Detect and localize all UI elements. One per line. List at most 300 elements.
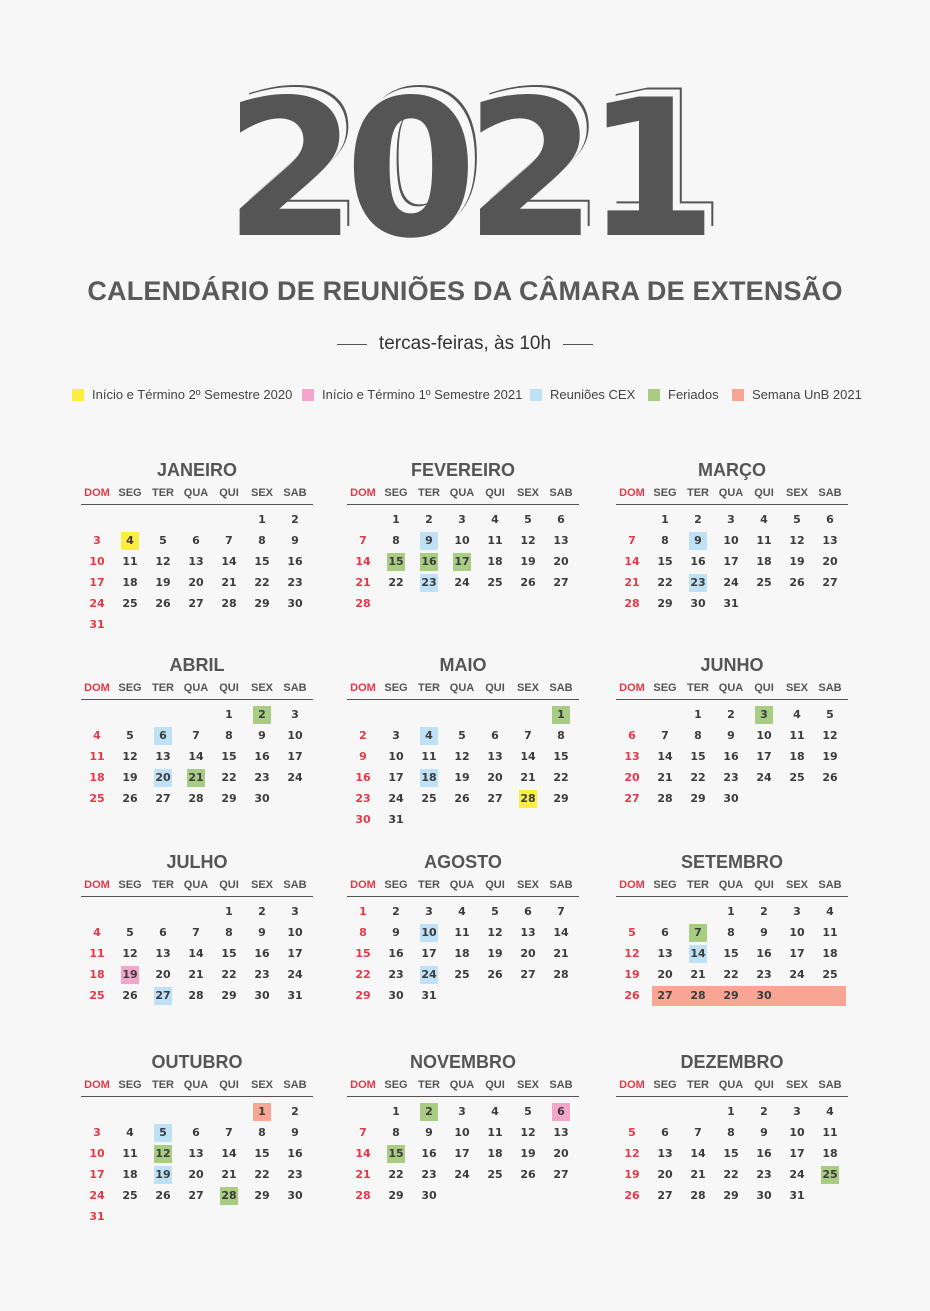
day-cell: 14 xyxy=(221,1147,237,1160)
day-cell: 5 xyxy=(491,905,499,918)
legend-item xyxy=(732,387,862,402)
day-cell: 5 xyxy=(126,729,134,742)
day-cell: 19 xyxy=(155,576,171,589)
day-cell: 25 xyxy=(122,1189,138,1202)
day-cell: 25 xyxy=(421,792,437,805)
day-cell: 29 xyxy=(690,792,706,805)
day-cell: 27 xyxy=(624,792,640,805)
day-cell: 27 xyxy=(657,1189,673,1202)
day-cell: 1 xyxy=(552,706,570,724)
day-cell: 16 xyxy=(388,947,404,960)
day-cell: 20 xyxy=(624,771,640,784)
weekday-label: SEG xyxy=(653,487,677,499)
weekday-label: SEX xyxy=(516,487,539,499)
weekday-label: QUI xyxy=(754,682,774,694)
weekday-label: DOM xyxy=(84,879,110,891)
day-cell: 27 xyxy=(487,792,503,805)
day-cell: 13 xyxy=(624,750,640,763)
day-cell: 1 xyxy=(253,1103,271,1121)
day-grid xyxy=(616,903,848,1033)
weekday-label: QUA xyxy=(449,487,475,499)
day-cell: 10 xyxy=(454,1126,470,1139)
semana-unb-band xyxy=(652,986,846,1006)
weekday-label: QUI xyxy=(219,879,239,891)
day-cell: 1 xyxy=(694,708,702,721)
day-cell: 28 xyxy=(657,792,673,805)
month-divider xyxy=(347,896,579,897)
day-cell: 13 xyxy=(155,750,171,763)
day-cell: 7 xyxy=(359,1126,367,1139)
weekday-header xyxy=(81,682,313,696)
weekday-label: SEX xyxy=(250,682,273,694)
day-cell: 25 xyxy=(89,989,105,1002)
month-title: JUNHO xyxy=(700,655,764,675)
day-cell: 16 xyxy=(254,947,270,960)
weekday-label: TER xyxy=(418,1079,440,1091)
month-divider xyxy=(81,896,313,897)
weekday-label: SEG xyxy=(384,879,408,891)
day-cell: 4 xyxy=(760,513,768,526)
day-grid xyxy=(616,706,848,836)
day-cell: 29 xyxy=(723,989,739,1002)
month-title: JANEIRO xyxy=(156,460,237,480)
day-cell: 18 xyxy=(822,1147,838,1160)
day-cell: 16 xyxy=(756,1147,772,1160)
day-cell: 6 xyxy=(154,727,172,745)
day-cell: 1 xyxy=(225,708,233,721)
day-cell: 25 xyxy=(756,576,772,589)
day-cell: 19 xyxy=(520,555,536,568)
day-cell: 30 xyxy=(254,989,270,1002)
weekday-label: TER xyxy=(418,682,440,694)
weekday-label: QUA xyxy=(718,1079,744,1091)
day-cell: 24 xyxy=(287,771,303,784)
day-cell: 22 xyxy=(723,1168,739,1181)
day-cell: 7 xyxy=(359,534,367,547)
day-cell: 18 xyxy=(789,750,805,763)
day-cell: 9 xyxy=(425,1126,433,1139)
day-cell: 21 xyxy=(355,576,371,589)
day-cell: 27 xyxy=(188,597,204,610)
weekday-label: DOM xyxy=(619,487,645,499)
day-cell: 25 xyxy=(789,771,805,784)
weekday-label: QUI xyxy=(485,1079,505,1091)
day-cell: 6 xyxy=(159,926,167,939)
day-cell: 7 xyxy=(192,729,200,742)
day-cell: 17 xyxy=(421,947,437,960)
day-cell: 28 xyxy=(355,597,371,610)
weekday-label: DOM xyxy=(350,487,376,499)
day-cell: 28 xyxy=(690,1189,706,1202)
day-cell: 9 xyxy=(420,532,438,550)
day-cell: 13 xyxy=(188,1147,204,1160)
day-cell: 2 xyxy=(760,905,768,918)
weekday-label: SEG xyxy=(653,879,677,891)
day-cell: 6 xyxy=(628,729,636,742)
weekday-label: SEG xyxy=(384,682,408,694)
weekday-label: SEG xyxy=(653,1079,677,1091)
day-cell: 14 xyxy=(690,1147,706,1160)
day-cell: 9 xyxy=(689,532,707,550)
legend-swatch xyxy=(530,389,542,401)
month-divider xyxy=(347,1096,579,1097)
weekday-label: SAB xyxy=(549,682,573,694)
day-cell: 10 xyxy=(789,926,805,939)
day-cell: 2 xyxy=(420,1103,438,1121)
weekday-label: SEG xyxy=(118,682,142,694)
day-cell: 13 xyxy=(155,947,171,960)
day-cell: 31 xyxy=(723,597,739,610)
day-cell: 16 xyxy=(756,947,772,960)
month-divider xyxy=(616,1096,848,1097)
day-cell: 1 xyxy=(727,905,735,918)
month-dezembro xyxy=(616,1052,848,1242)
day-cell: 24 xyxy=(454,576,470,589)
day-cell: 1 xyxy=(727,1105,735,1118)
month-abril xyxy=(81,655,313,845)
day-cell: 16 xyxy=(421,1147,437,1160)
day-cell: 5 xyxy=(126,926,134,939)
day-cell: 6 xyxy=(661,926,669,939)
month-title: MARÇO xyxy=(698,460,766,480)
month-divider xyxy=(616,699,848,700)
weekday-label: QUA xyxy=(718,487,744,499)
legend-swatch xyxy=(302,389,314,401)
weekday-header xyxy=(81,879,313,893)
day-cell: 20 xyxy=(822,555,838,568)
day-cell: 22 xyxy=(355,968,371,981)
day-cell: 6 xyxy=(192,1126,200,1139)
day-cell: 14 xyxy=(355,1147,371,1160)
day-cell: 20 xyxy=(657,1168,673,1181)
day-cell: 15 xyxy=(553,750,569,763)
day-cell: 5 xyxy=(524,1105,532,1118)
day-cell: 5 xyxy=(458,729,466,742)
day-cell: 13 xyxy=(657,1147,673,1160)
day-cell: 27 xyxy=(657,989,673,1002)
day-cell: 5 xyxy=(159,534,167,547)
day-cell: 11 xyxy=(487,1126,503,1139)
day-cell: 10 xyxy=(287,926,303,939)
day-cell: 1 xyxy=(661,513,669,526)
day-cell: 13 xyxy=(188,555,204,568)
month-divider xyxy=(347,699,579,700)
day-cell: 14 xyxy=(221,555,237,568)
legend-swatch xyxy=(648,389,660,401)
day-cell: 14 xyxy=(188,947,204,960)
day-cell: 6 xyxy=(524,905,532,918)
weekday-header xyxy=(347,487,579,501)
day-cell: 3 xyxy=(291,708,299,721)
day-cell: 27 xyxy=(822,576,838,589)
legend-label: Início e Término 1º Semestre 2021 xyxy=(322,387,523,402)
weekday-header xyxy=(81,487,313,501)
day-cell: 5 xyxy=(628,926,636,939)
day-cell: 8 xyxy=(258,1126,266,1139)
weekday-label: SAB xyxy=(283,879,307,891)
weekday-label: SAB xyxy=(549,1079,573,1091)
day-cell: 4 xyxy=(826,1105,834,1118)
month-title: JULHO xyxy=(166,852,228,872)
day-cell: 16 xyxy=(254,750,270,763)
day-cell: 26 xyxy=(789,576,805,589)
month-julho xyxy=(81,852,313,1042)
weekday-label: DOM xyxy=(84,1079,110,1091)
day-cell: 19 xyxy=(122,771,138,784)
weekday-label: SAB xyxy=(818,487,842,499)
day-grid xyxy=(81,1103,313,1233)
day-cell: 6 xyxy=(826,513,834,526)
weekday-label: QUI xyxy=(219,682,239,694)
day-cell: 5 xyxy=(793,513,801,526)
day-cell: 24 xyxy=(723,576,739,589)
legend-swatch xyxy=(72,389,84,401)
day-cell: 24 xyxy=(756,771,772,784)
weekday-label: SAB xyxy=(818,1079,842,1091)
day-cell: 30 xyxy=(287,597,303,610)
day-cell: 18 xyxy=(122,576,138,589)
day-cell: 19 xyxy=(487,947,503,960)
weekday-header xyxy=(616,487,848,501)
day-cell: 29 xyxy=(553,792,569,805)
day-cell: 12 xyxy=(520,1126,536,1139)
weekday-label: QUI xyxy=(485,487,505,499)
weekday-header xyxy=(616,879,848,893)
day-cell: 2 xyxy=(253,706,271,724)
day-cell: 21 xyxy=(221,576,237,589)
day-cell: 29 xyxy=(221,792,237,805)
weekday-label: QUA xyxy=(183,682,209,694)
weekday-label: SEG xyxy=(384,487,408,499)
day-cell: 13 xyxy=(487,750,503,763)
day-cell: 3 xyxy=(793,1105,801,1118)
day-cell: 17 xyxy=(89,1168,105,1181)
day-cell: 19 xyxy=(624,1168,640,1181)
weekday-label: DOM xyxy=(350,879,376,891)
day-cell: 13 xyxy=(553,534,569,547)
day-cell: 19 xyxy=(454,771,470,784)
day-cell: 16 xyxy=(355,771,371,784)
day-cell: 7 xyxy=(689,924,707,942)
day-cell: 6 xyxy=(552,1103,570,1121)
day-cell: 20 xyxy=(487,771,503,784)
weekday-label: QUA xyxy=(449,879,475,891)
day-cell: 18 xyxy=(487,555,503,568)
day-cell: 22 xyxy=(221,771,237,784)
day-cell: 10 xyxy=(454,534,470,547)
weekday-label: SEX xyxy=(250,879,273,891)
day-cell: 21 xyxy=(221,1168,237,1181)
day-cell: 20 xyxy=(188,1168,204,1181)
day-cell: 18 xyxy=(420,769,438,787)
legend-item xyxy=(302,387,522,402)
day-grid xyxy=(616,1103,848,1233)
legend-label: Feriados xyxy=(668,387,719,402)
day-cell: 12 xyxy=(122,750,138,763)
day-cell: 7 xyxy=(661,729,669,742)
day-cell: 23 xyxy=(287,1168,303,1181)
day-cell: 22 xyxy=(388,1168,404,1181)
weekday-label: TER xyxy=(687,682,709,694)
day-cell: 8 xyxy=(359,926,367,939)
day-cell: 19 xyxy=(154,1166,172,1184)
month-title: NOVEMBRO xyxy=(409,1052,516,1072)
day-cell: 21 xyxy=(553,947,569,960)
day-cell: 10 xyxy=(388,750,404,763)
day-grid xyxy=(347,1103,579,1233)
day-cell: 16 xyxy=(420,553,438,571)
day-cell: 23 xyxy=(254,771,270,784)
day-cell: 9 xyxy=(258,729,266,742)
day-cell: 19 xyxy=(789,555,805,568)
day-cell: 27 xyxy=(520,968,536,981)
day-cell: 11 xyxy=(822,926,838,939)
day-cell: 26 xyxy=(624,1189,640,1202)
day-cell: 26 xyxy=(122,792,138,805)
day-cell: 25 xyxy=(454,968,470,981)
weekday-label: QUI xyxy=(754,879,774,891)
day-cell: 20 xyxy=(553,555,569,568)
day-cell: 27 xyxy=(553,1168,569,1181)
schedule-line xyxy=(0,333,930,355)
day-cell: 8 xyxy=(225,926,233,939)
day-cell: 28 xyxy=(519,790,537,808)
day-cell: 15 xyxy=(723,1147,739,1160)
day-cell: 12 xyxy=(154,1145,172,1163)
day-cell: 25 xyxy=(821,1166,839,1184)
day-cell: 18 xyxy=(822,947,838,960)
day-cell: 9 xyxy=(291,534,299,547)
day-cell: 8 xyxy=(258,534,266,547)
legend-label: Início e Término 2º Semestre 2020 xyxy=(92,387,293,402)
weekday-label: TER xyxy=(687,1079,709,1091)
day-cell: 8 xyxy=(727,1126,735,1139)
weekday-label: DOM xyxy=(350,1079,376,1091)
month-setembro xyxy=(616,852,848,1042)
day-cell: 16 xyxy=(690,555,706,568)
day-cell: 2 xyxy=(392,905,400,918)
day-grid xyxy=(347,903,579,1033)
month-title: DEZEMBRO xyxy=(680,1052,784,1072)
day-cell: 2 xyxy=(291,1105,299,1118)
day-cell: 7 xyxy=(225,534,233,547)
weekday-label: QUA xyxy=(183,879,209,891)
day-cell: 14 xyxy=(520,750,536,763)
day-cell: 17 xyxy=(723,555,739,568)
day-cell: 29 xyxy=(657,597,673,610)
day-cell: 3 xyxy=(727,513,735,526)
day-cell: 26 xyxy=(122,989,138,1002)
day-grid xyxy=(347,706,579,836)
day-cell: 12 xyxy=(789,534,805,547)
day-cell: 26 xyxy=(487,968,503,981)
day-cell: 24 xyxy=(789,968,805,981)
day-cell: 5 xyxy=(628,1126,636,1139)
day-cell: 5 xyxy=(154,1124,172,1142)
day-cell: 12 xyxy=(487,926,503,939)
day-cell: 8 xyxy=(694,729,702,742)
day-cell: 16 xyxy=(723,750,739,763)
day-cell: 18 xyxy=(122,1168,138,1181)
weekday-label: TER xyxy=(152,1079,174,1091)
day-cell: 7 xyxy=(694,1126,702,1139)
day-cell: 11 xyxy=(89,947,105,960)
day-cell: 25 xyxy=(487,576,503,589)
weekday-label: DOM xyxy=(84,682,110,694)
month-agosto xyxy=(347,852,579,1042)
day-cell: 8 xyxy=(225,729,233,742)
day-cell: 14 xyxy=(689,945,707,963)
day-cell: 8 xyxy=(727,926,735,939)
month-novembro xyxy=(347,1052,579,1242)
day-cell: 15 xyxy=(690,750,706,763)
day-cell: 13 xyxy=(657,947,673,960)
day-cell: 30 xyxy=(421,1189,437,1202)
day-cell: 26 xyxy=(520,1168,536,1181)
day-cell: 4 xyxy=(93,729,101,742)
weekday-label: TER xyxy=(687,487,709,499)
day-cell: 31 xyxy=(789,1189,805,1202)
month-title: FEVEREIRO xyxy=(410,460,516,480)
day-cell: 2 xyxy=(760,1105,768,1118)
month-junho xyxy=(616,655,848,845)
day-cell: 4 xyxy=(93,926,101,939)
day-cell: 23 xyxy=(689,574,707,592)
day-cell: 23 xyxy=(756,968,772,981)
weekday-header xyxy=(616,1079,848,1093)
day-cell: 23 xyxy=(254,968,270,981)
day-cell: 11 xyxy=(756,534,772,547)
day-cell: 21 xyxy=(624,576,640,589)
day-cell: 4 xyxy=(126,1126,134,1139)
day-cell: 28 xyxy=(221,597,237,610)
month-outubro xyxy=(81,1052,313,1242)
day-cell: 4 xyxy=(458,905,466,918)
weekday-label: QUA xyxy=(718,879,744,891)
day-cell: 2 xyxy=(694,513,702,526)
weekday-label: QUA xyxy=(183,487,209,499)
legend-item xyxy=(530,387,635,402)
day-cell: 23 xyxy=(723,771,739,784)
day-cell: 30 xyxy=(723,792,739,805)
day-cell: 3 xyxy=(458,513,466,526)
day-cell: 31 xyxy=(89,1210,105,1223)
day-cell: 28 xyxy=(553,968,569,981)
day-cell: 17 xyxy=(453,553,471,571)
weekday-label: SEX xyxy=(785,487,808,499)
day-cell: 30 xyxy=(355,813,371,826)
day-cell: 21 xyxy=(657,771,673,784)
day-cell: 29 xyxy=(254,1189,270,1202)
day-cell: 3 xyxy=(458,1105,466,1118)
day-cell: 22 xyxy=(657,576,673,589)
day-cell: 15 xyxy=(221,947,237,960)
day-cell: 27 xyxy=(188,1189,204,1202)
day-cell: 9 xyxy=(392,926,400,939)
day-cell: 15 xyxy=(387,1145,405,1163)
day-cell: 16 xyxy=(287,1147,303,1160)
day-cell: 23 xyxy=(355,792,371,805)
day-cell: 2 xyxy=(359,729,367,742)
day-cell: 12 xyxy=(822,729,838,742)
day-cell: 1 xyxy=(359,905,367,918)
weekday-label: SEX xyxy=(516,879,539,891)
day-cell: 29 xyxy=(254,597,270,610)
weekday-label: SEX xyxy=(516,1079,539,1091)
day-cell: 19 xyxy=(520,1147,536,1160)
day-cell: 28 xyxy=(624,597,640,610)
day-cell: 20 xyxy=(154,769,172,787)
